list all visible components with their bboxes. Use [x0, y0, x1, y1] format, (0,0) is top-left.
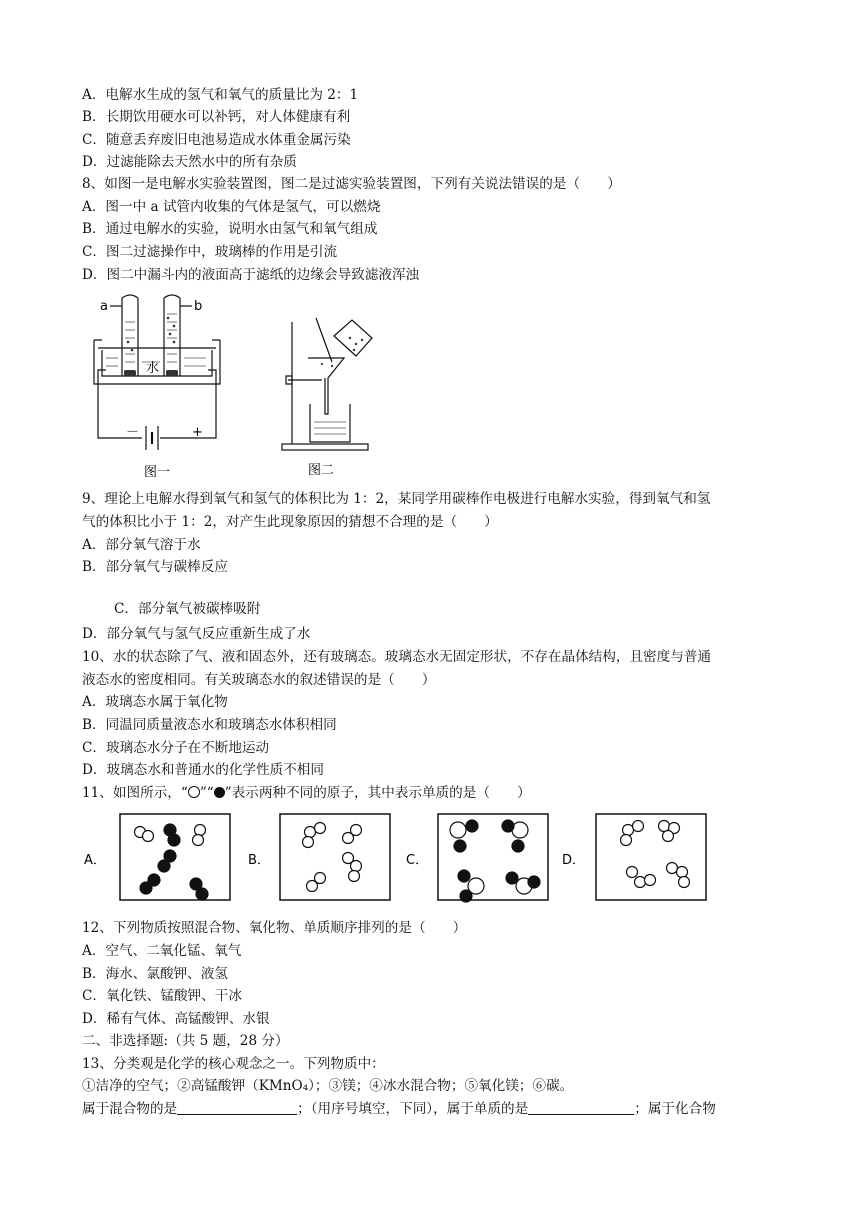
figure-2-caption: 图二 — [308, 463, 335, 478]
q7-option-d: D．过滤能除去天然水中的所有杂质 — [82, 154, 297, 170]
q9-stem-line2: 气的体积比小于 1：2，对产生此现象原因的猜想不合理的是（ ） — [82, 514, 498, 530]
q7-option-b: B．长期饮用硬水可以补钙，对人体健康有利 — [82, 109, 351, 125]
q11-figures — [84, 806, 724, 912]
negative-terminal: － — [126, 425, 140, 440]
q12-option-b: B．海水、氯酸钾、液氢 — [82, 966, 228, 982]
q8-option-c: C．图二过滤操作中，玻璃棒的作用是引流 — [82, 244, 338, 260]
mixture-answer-blank[interactable] — [177, 1100, 297, 1115]
q9-option-c: C．部分氧气被碳棒吸附 — [114, 601, 261, 617]
section-2-heading: 二、非选择题:（共 5 题，28 分） — [82, 1033, 289, 1049]
q12-option-c: C．氧化铁、锰酸钾、干冰 — [82, 988, 242, 1004]
q7-option-a: A．电解水生成的氢气和氧气的质量比为 2：1 — [82, 87, 359, 103]
q11-box-d — [596, 814, 706, 900]
electrolysis-figure — [88, 292, 228, 482]
q11-label-b: B． — [248, 853, 270, 868]
q10-option-d: D．玻璃态水和普通水的化学性质不相同 — [82, 762, 324, 778]
q9-option-b: B．部分氧气与碳棒反应 — [82, 559, 228, 575]
q11-stem — [82, 784, 531, 802]
q7-option-c: C．随意丢弃废旧电池易造成水体重金属污染 — [82, 132, 351, 148]
q8-option-a: A．图一中 a 试管内收集的气体是氢气，可以燃烧 — [82, 199, 381, 215]
q9-option-d: D．部分氧气与氢气反应重新生成了水 — [82, 626, 311, 642]
q13-items: ①洁净的空气；②高锰酸钾（KMnO₄）；③镁；④冰水混合物；⑤氧化镁；⑥碳。 — [82, 1078, 574, 1094]
tube-a-label: a — [100, 299, 108, 314]
element-answer-blank[interactable] — [528, 1100, 634, 1115]
q10-stem-line1: 10、水的状态除了气、液和固态外，还有玻璃态。玻璃态水无固定形状，不存在晶体结构，且密度与普通 — [82, 649, 712, 665]
q11-label-c: C． — [406, 853, 429, 868]
q11-label-a: A． — [84, 853, 106, 868]
q10-option-b: B．同温同质量液态水和玻璃态水体积相同 — [82, 717, 337, 733]
q13-stem: 13、分类观是化学的核心观念之一。下列物质中： — [82, 1056, 385, 1072]
q11-stem-post: ”表示两种不同的原子，其中表示单质的是（ ） — [224, 785, 531, 801]
q12-option-a: A．空气、二氧化锰、氧气 — [82, 943, 242, 959]
q12-option-d: D．稀有气体、高锰酸钾、水银 — [82, 1011, 270, 1027]
q13-fill-line — [82, 1100, 716, 1118]
q11-stem-mid: ”“ — [199, 785, 214, 801]
q13-fill-2: ；（用序号填空，下同），属于单质的是 — [297, 1101, 529, 1117]
q8-stem: 8、如图一是电解水实验装置图，图二是过滤实验装置图，下列有关说法错误的是（ ） — [82, 176, 621, 192]
water-label: 水 — [146, 361, 160, 376]
q9-option-a: A．部分氧气溶于水 — [82, 537, 201, 553]
q8-option-b: B．通过电解水的实验，说明水由氢气和氧气组成 — [82, 221, 378, 237]
filtration-figure — [278, 316, 378, 482]
q12-stem: 12、下列物质按照混合物、氧化物、单质顺序排列的是（ ） — [82, 920, 467, 936]
white-atom-icon — [188, 786, 200, 798]
q13-fill-3: ；属于化合物 — [634, 1101, 716, 1117]
figure-1-caption: 图一 — [144, 465, 171, 480]
positive-terminal: + — [192, 425, 203, 440]
q10-stem-line2: 液态水的密度相同。有关玻璃态水的叙述错误的是（ ） — [82, 672, 436, 688]
q10-option-c: C．玻璃态水分子在不断地运动 — [82, 740, 270, 756]
q13-fill-1: 属于混合物的是 — [82, 1101, 178, 1117]
black-atom-icon — [214, 787, 225, 798]
q11-label-d: D． — [562, 853, 586, 868]
q8-option-d: D．图二中漏斗内的液面高于滤纸的边缘会导致滤液浑浊 — [82, 267, 420, 283]
q9-stem-line1: 9、理论上电解水得到氧气和氢气的体积比为 1：2，某同学用碳棒作电极进行电解水实验，得到氧气和氢 — [82, 491, 711, 507]
q11-box-b — [280, 814, 390, 900]
q10-option-a: A．玻璃态水属于氧化物 — [82, 694, 228, 710]
tube-b-label: b — [194, 299, 203, 314]
q11-stem-pre: 11、如图所示，“ — [82, 785, 188, 801]
